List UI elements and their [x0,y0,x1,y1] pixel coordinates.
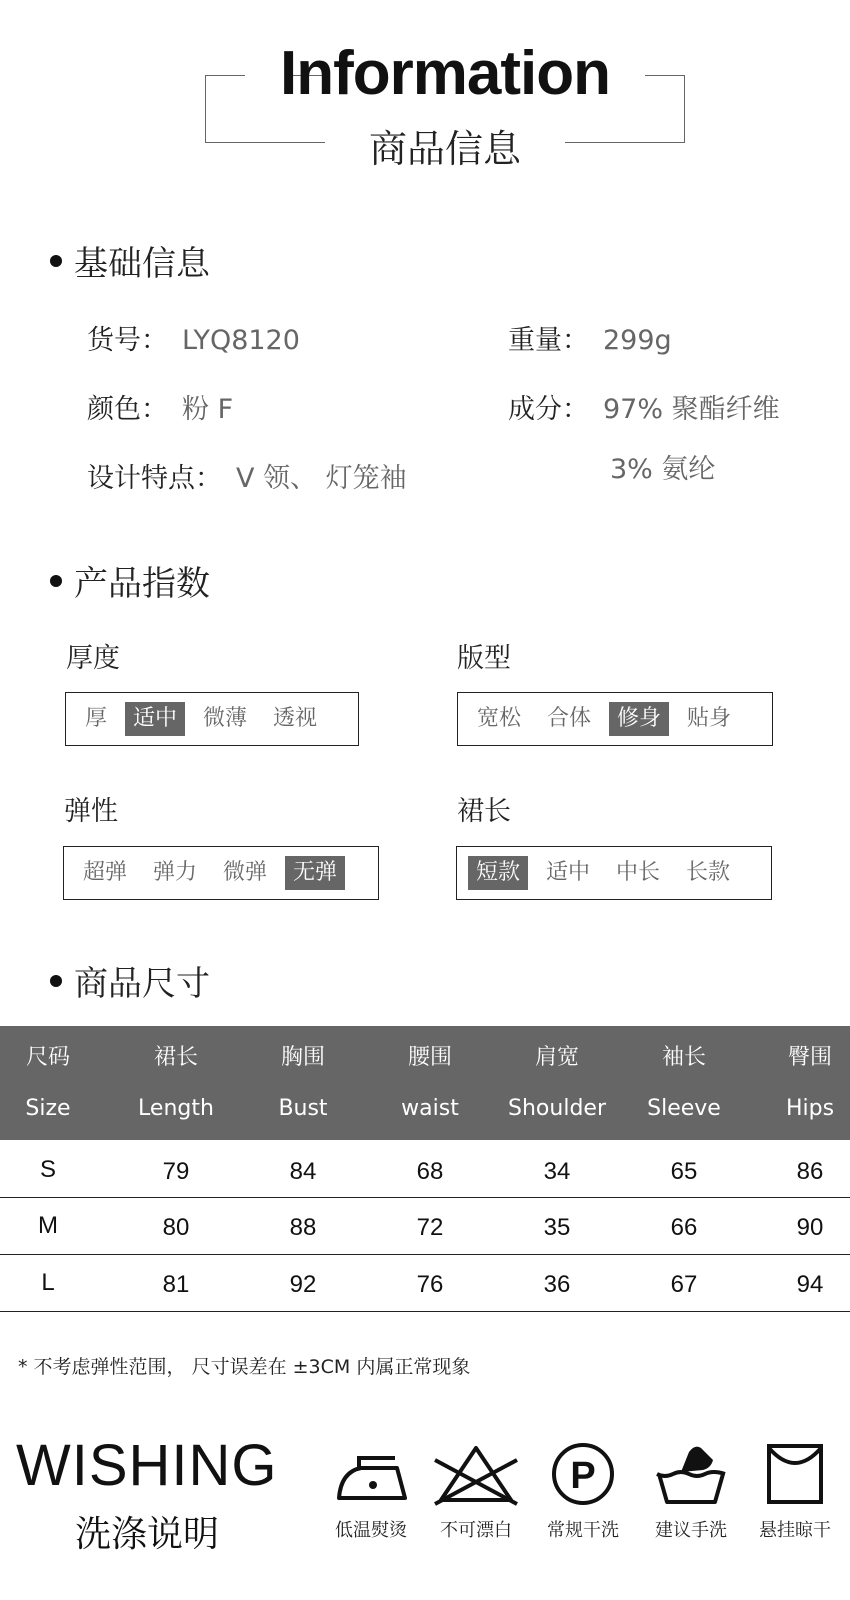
design-row [87,456,407,495]
section-size [50,956,210,1005]
svg-text:P: P [570,1455,596,1497]
design-label: 设计特点： [87,463,222,494]
index-box-fit [457,692,773,746]
column-header: 袖长 [661,1045,706,1070]
composition-row [508,387,780,426]
table-cell: 76 [416,1271,444,1298]
iron-low-icon [331,1438,411,1508]
column-header-en: Bust [278,1096,328,1121]
table-cell: 84 [289,1158,317,1185]
index-title-skirt-length: 裙长 [457,796,511,827]
row-divider [0,1311,850,1312]
composition-label: 成分： [508,394,589,425]
section-heading: 商品尺寸 [74,964,210,1004]
table-cell: 94 [796,1271,824,1298]
column-header: 胸围 [280,1045,325,1070]
size-note: * 不考虑弹性范围， 尺寸误差在 ±3CM 内属正常现象 [18,1356,471,1378]
page-subtitle: 商品信息 [368,127,521,171]
column-header-en: Sleeve [647,1096,721,1121]
hand-wash-icon [651,1438,731,1508]
option: 弹力 [153,860,198,885]
table-cell: 66 [670,1214,698,1241]
color-label: 颜色： [87,394,168,425]
care-item [740,1438,850,1542]
option: 贴身 [687,706,732,731]
table-cell: 79 [162,1158,190,1185]
no-bleach-icon [431,1438,521,1508]
table-cell: 80 [162,1214,190,1241]
table-cell: S [39,1156,56,1183]
row-divider [0,1197,850,1198]
hang-dry-icon [760,1438,830,1508]
care-item [316,1438,426,1542]
column-header-en: Length [138,1096,214,1121]
design-value: V 领、 灯笼袖 [236,463,407,494]
composition-value-2: 3% 氨纶 [610,454,716,485]
column-header: 尺码 [25,1045,70,1070]
table-cell: 65 [670,1158,698,1185]
table-cell: 72 [416,1214,444,1241]
table-cell: 86 [796,1158,824,1185]
care-label: 不可漂白 [440,1520,512,1541]
composition-value-1: 97% 聚酯纤维 [603,394,780,425]
bullet-icon [50,975,62,987]
bullet-icon [50,575,62,587]
table-cell: 81 [162,1271,190,1298]
table-cell: 88 [289,1214,317,1241]
row-divider [0,1254,850,1255]
section-basic-info [50,236,210,285]
weight-value: 299g [603,325,672,356]
index-box-thickness [65,692,359,746]
option: 厚 [85,706,108,731]
sku-label: 货号： [87,325,168,356]
column-header: 腰围 [407,1045,452,1070]
option: 适中 [546,860,591,885]
index-box-elasticity [63,846,379,900]
option: 微弹 [223,860,268,885]
table-cell: L [41,1269,55,1296]
option-selected: 修身 [609,702,669,736]
option: 宽松 [477,706,522,731]
option-selected: 适中 [125,702,185,736]
option: 长款 [686,860,731,885]
page-title: Information [280,39,610,108]
column-header-en: Hips [785,1096,835,1121]
table-cell: 36 [543,1271,571,1298]
sku-row [87,318,300,357]
index-box-skirt-length [456,846,772,900]
column-header: 肩宽 [534,1045,579,1070]
column-header-en: Shoulder [508,1096,606,1121]
table-cell: 35 [543,1214,571,1241]
care-item [636,1438,746,1542]
table-cell: 34 [543,1158,571,1185]
table-cell: 90 [796,1214,824,1241]
index-title-fit: 版型 [457,643,511,674]
option-selected: 无弹 [285,856,345,890]
column-header-en: Size [25,1096,71,1121]
option: 透视 [273,706,318,731]
index-title-elasticity: 弹性 [64,796,118,827]
care-label: 悬挂晾干 [759,1520,831,1541]
color-row [87,387,233,426]
weight-label: 重量： [508,325,589,356]
table-cell: 67 [670,1271,698,1298]
care-label: 建议手洗 [655,1520,727,1541]
section-heading: 产品指数 [74,564,210,604]
table-cell: 68 [416,1158,444,1185]
section-product-index [50,556,210,605]
option: 超弹 [83,860,128,885]
bullet-icon [50,255,62,267]
care-item [421,1438,531,1542]
index-title-thickness: 厚度 [66,643,120,674]
composition-row-2 [610,447,715,486]
care-label: 常规干洗 [547,1520,619,1541]
option: 合体 [547,706,592,731]
column-header: 裙长 [153,1045,198,1070]
section-heading: 基础信息 [74,244,210,284]
table-cell: M [38,1212,58,1239]
care-item [528,1438,638,1542]
weight-row [508,318,672,357]
column-header: 臀围 [787,1045,832,1070]
option: 微薄 [203,706,248,731]
column-header-en: waist [401,1096,459,1121]
dry-clean-p-icon [548,1438,618,1508]
option: 中长 [616,860,661,885]
sku-value: LYQ8120 [182,325,300,356]
color-value: 粉 F [182,394,234,425]
care-label: 低温熨烫 [335,1520,407,1541]
wash-title: WISHING [16,1433,278,1498]
table-cell: 92 [289,1271,317,1298]
option-selected: 短款 [468,856,528,890]
wash-subtitle: 洗涤说明 [75,1514,220,1555]
